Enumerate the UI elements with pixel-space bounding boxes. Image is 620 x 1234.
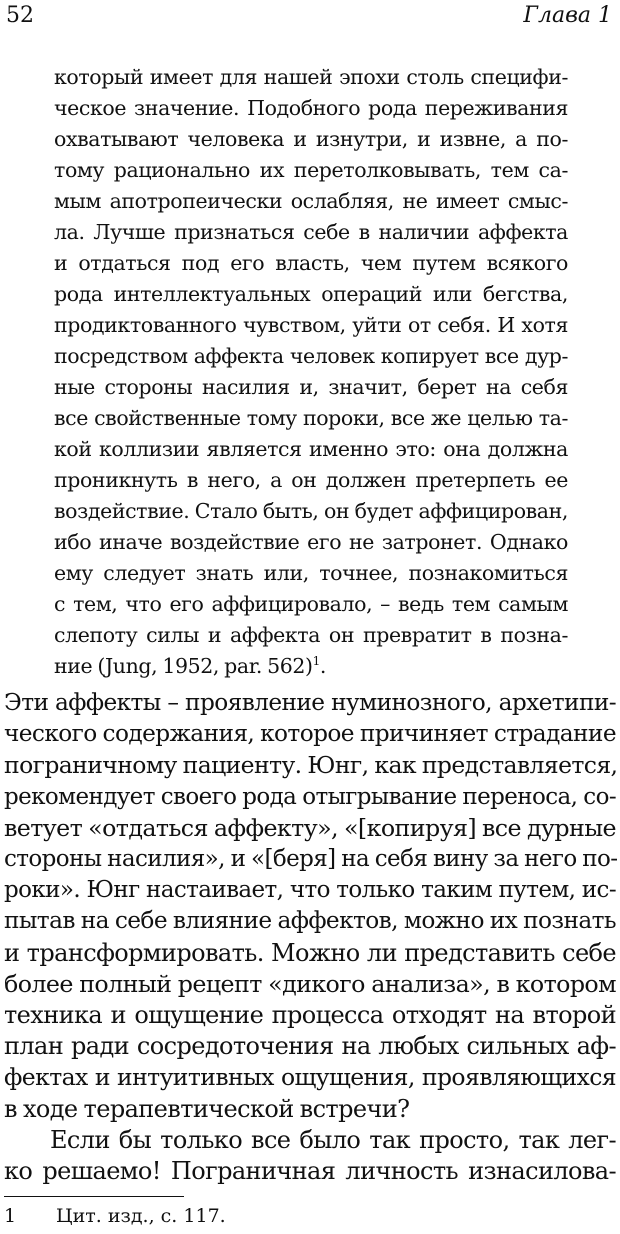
quote-line: который имеет для нашей эпохи столь специфи-: [54, 65, 568, 89]
paragraph-line: стороны насилия», и «[беря] на себя вину за него по-: [4, 846, 618, 872]
quote-line: охватывают человека и изнутри, и извне, а по-: [54, 127, 568, 151]
footnote-text: Цит. изд., с. 117.: [56, 1205, 226, 1227]
paragraph-line: и трансформировать. Можно ли представить себе: [4, 938, 616, 967]
quote-line: ибо иначе воздействие его не затронет. Однако: [54, 530, 568, 554]
paragraph-line: ветует «отдаться аффекту», «[копируя] все дурные: [4, 813, 616, 842]
quote-line: мым апотропеически ослабляя, не имеет смыс-: [54, 189, 568, 213]
paragraph-line: ко решаемо! Пограничная личность изнасилова-: [4, 1157, 616, 1185]
paragraph-line: план ради сосредоточения на любых сильных аф-: [4, 1032, 616, 1061]
footnote: [4, 1204, 226, 1228]
paragraph-line: техника и ощущение процесса отходят на второй: [4, 1001, 616, 1029]
paragraph-line: Если бы только все было так просто, так лег-: [50, 1125, 616, 1154]
quote-line: и отдаться под его власть, чем путем всякого: [54, 251, 568, 275]
paragraph-line: в ходе терапевтической встречи?: [4, 1094, 410, 1123]
paragraph-line: фектах и интуитивных ощущения, проявляющихся: [4, 1063, 616, 1092]
paragraph-line: пытав на себе влияние аффектов, можно их познать: [4, 907, 616, 935]
footnote-number: 1: [4, 1205, 17, 1227]
footnote-reference: 1: [312, 654, 320, 669]
footnote-divider: [4, 1196, 184, 1197]
quote-line: кой коллизии является именно это: она должна: [54, 437, 568, 461]
quote-line-text: ние (Jung, 1952, par. 562): [54, 654, 313, 678]
paragraph-line: более полный рецепт «дикого анализа», в котором: [4, 969, 616, 998]
quote-line: ему следует знать или, точнее, познакомиться: [54, 561, 568, 585]
running-header: [6, 2, 612, 32]
paragraph-line: ческого содержания, которое причиняет страдание: [4, 720, 616, 748]
quote-line: проникнуть в него, а он должен претерпеть ее: [54, 468, 568, 492]
quote-line: воздействие. Стало быть, он будет аффицирован,: [54, 499, 568, 523]
quote-line: посредством аффекта человек копирует все дур-: [54, 344, 568, 368]
paragraph-line: рекомендует своего рода отыгрывание переноса, со-: [4, 783, 616, 810]
quote-line: рода интеллектуальных операций или бегства,: [54, 282, 568, 306]
paragraph-line: Эти аффекты – проявление нуминозного, архетипи-: [4, 689, 616, 716]
quote-line: ла. Лучше признаться себе в наличии аффекта: [54, 220, 568, 244]
quote-line-last: [54, 652, 568, 680]
paragraph-line: роки». Юнг настаивает, что только таким путем, ис-: [4, 877, 616, 904]
quote-end-period: .: [319, 654, 326, 678]
quote-line: ческое значение. Подобного рода переживания: [54, 96, 568, 120]
quote-line: тому рационально их перетолковывать, тем са-: [54, 158, 568, 182]
quote-line: ные стороны насилия и, значит, берет на себя: [54, 375, 568, 399]
chapter-title: Глава 1: [523, 3, 612, 28]
page-number: 52: [6, 3, 34, 28]
quote-line: все свойственные тому пороки, все же целью та-: [54, 406, 568, 430]
paragraph-line: пограничному пациенту. Юнг, как представляется,: [4, 751, 618, 780]
quote-line: слепоту силы и аффекта он превратит в позна-: [54, 623, 568, 647]
quote-line: продиктованного чувством, уйти от себя. И хотя: [54, 313, 568, 337]
quote-line: с тем, что его аффицировало, – ведь тем самым: [54, 592, 568, 616]
